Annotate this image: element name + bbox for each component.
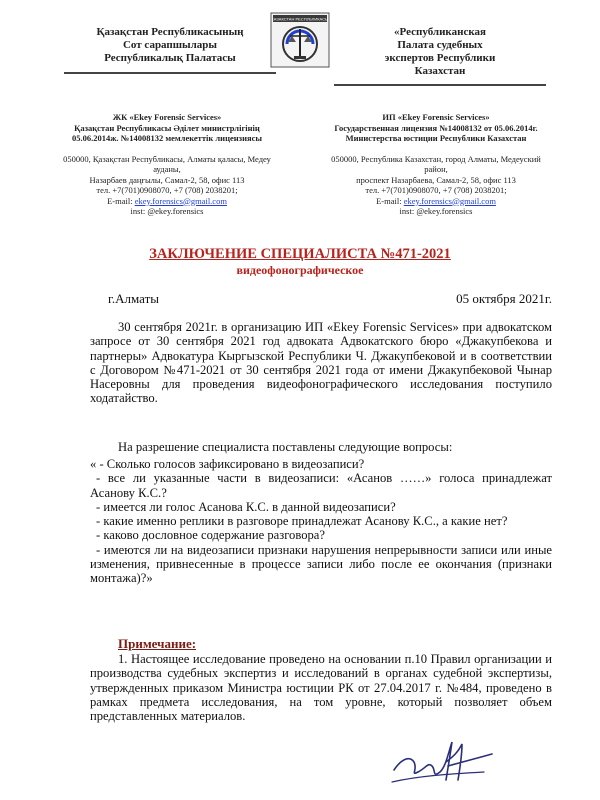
document-city: г.Алматы [108, 291, 159, 306]
question-item-1: « - Сколько голосов зафиксировано в видеозаписи? [90, 457, 365, 471]
right-phone: тел. +7(701)0908070, +7 (708) 2038201; [365, 185, 507, 195]
intro-paragraph: 30 сентября 2021г. в организацию ИП «Ekey Forensic Services» при адвокатском запросе от 30 сентября 2021 год адвоката Адвокатского бюро «Джакупбекова и партнеры» Адвокатура Кыргызской Республики Ч. Джакупбековой и в соответствии с Договором №471-2021 от 30 сентября 2021 года от имени Джакупбековой Чынар Насеровны для проведения видеофонографического исследования поступило ходатайство. [90, 320, 552, 406]
left-license-line-1: Қазақстан Республикасы Әділет министрлігінің [74, 122, 260, 133]
header-right-rule [334, 84, 546, 86]
question-item-4: - какие именно реплики в разговоре принадлежат Асанову К.С., а какие нет? [96, 514, 508, 529]
right-org-name: ИП «Ekey Forensic Services» [382, 112, 490, 122]
header-left-line-3: Республикалық Палатасы [104, 52, 236, 64]
note-heading: Примечание: [118, 636, 197, 651]
question-item-2: - все ли указанные части в видеозаписи: «Асанов ……» голоса принадлежат Асанову К.С.? [90, 471, 552, 500]
questions-intro: На разрешение специалиста поставлены следующие вопросы: [118, 440, 453, 454]
left-license-line-2: 05.06.2014ж. №14008132 мемлекеттік лицензиясы [72, 133, 262, 143]
document-subtitle: видеофонографическое [236, 263, 364, 277]
header-right-line-2: Палата судебных [397, 39, 483, 51]
header-right-line-4: Казахстан [414, 65, 466, 77]
header-left-line-1: Қазақстан Республикасының [96, 26, 244, 38]
right-address-line-2: район, [424, 164, 448, 174]
contact-block-left [36, 112, 298, 217]
header-right-line-3: экспертов Республики [384, 52, 496, 64]
left-email-label: E-mail: [107, 195, 133, 206]
document-title: ЗАКЛЮЧЕНИЕ СПЕЦИАЛИСТА №471-2021 [149, 246, 451, 262]
question-item-6: - имеются ли на видеозаписи признаки нарушения непрерывности записи или иные изменения, привнесенные в процессе записи либо после ее окончания (признаки монтажа)?» [90, 542, 552, 586]
contact-block-right [302, 112, 570, 217]
left-email-link[interactable]: ekey.forensics@gmail.com [134, 195, 227, 206]
right-address-line-3: проспект Назарбаева, Самал-2, 58, офис 113 [356, 174, 516, 185]
header-left-rule [64, 72, 276, 74]
header-right-line-1: «Республиканская [394, 26, 486, 38]
right-email-link[interactable]: ekey.forensics@gmail.com [403, 195, 496, 206]
header-left-line-2: Сот сарапшылары [122, 39, 218, 51]
left-address-line-1: 050000, Қазақстан Республикасы, Алматы қаласы, Медеу [63, 153, 271, 164]
left-phone: тел. +7(701)0908070, +7 (708) 2038201; [96, 185, 238, 195]
signature-icon [388, 732, 498, 794]
question-item-3: - имеется ли голос Асанова К.С. в данной видеозаписи? [96, 499, 396, 514]
emblem-logo [270, 12, 330, 68]
right-license-line-2: Министерства юстиции Республики Казахстан [345, 133, 527, 143]
document-date: 05 октября 2021г. [456, 291, 552, 306]
left-address-line-3: Назарбаев даңғылы, Самал-2, 58, офис 113 [89, 174, 245, 185]
right-instagram: inst: @ekey.forensics [399, 206, 473, 216]
left-org-name: ЖК «Ekey Forensic Services» [112, 112, 222, 122]
header-right-title [340, 26, 540, 78]
header-left-title [70, 26, 270, 65]
left-address-line-2: ауданы, [153, 164, 181, 174]
scales-emblem-icon [270, 12, 330, 68]
question-item-5: - каково дословное содержание разговора? [96, 528, 325, 543]
right-address-line-1: 050000, Республика Казахстан, город Алматы, Медеуский [331, 153, 541, 164]
note-paragraph: 1. Настоящее исследование проведено на основании п.10 Правил организации и производства судебных экспертиз и исследований в органах судебной экспертизы, утвержденных приказом Министра юстиции РК от 27.04.2017 г. №484, проведено в рамках предмета исследования, на том уровне, который позволяет объем представленных материалов. [90, 652, 552, 724]
questions-list [90, 457, 552, 586]
logo-caption: КАЗАКСТАН РЕСПУБЛИКАСЫ [271, 16, 329, 22]
left-instagram: inst: @ekey.forensics [130, 206, 204, 216]
right-email-label: E-mail: [376, 195, 402, 206]
right-license-line-1: Государственная лицензия №14008132 от 05.06.2014г. [334, 122, 538, 133]
